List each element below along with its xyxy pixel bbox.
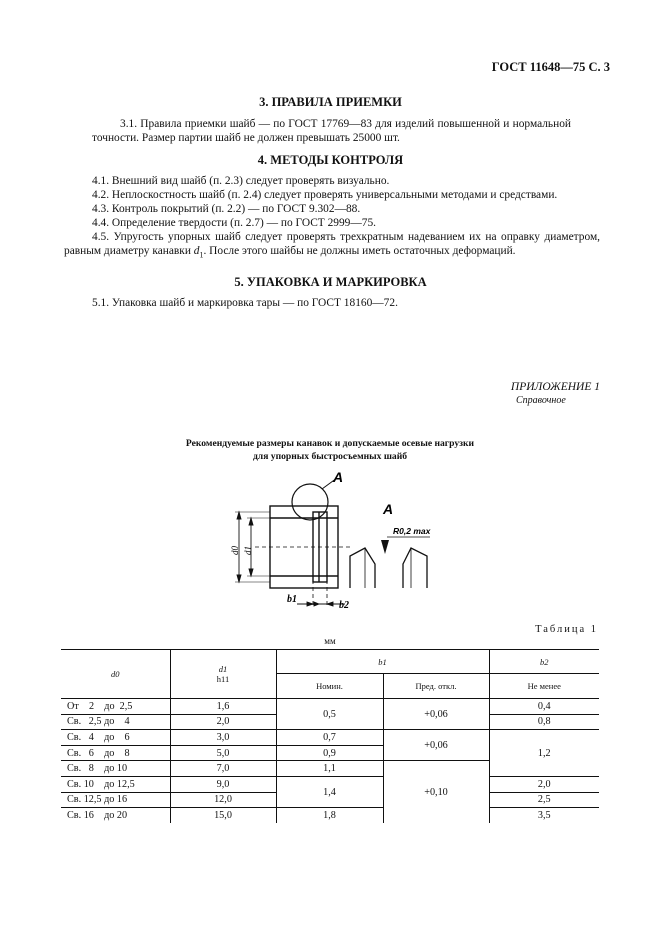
- para-3-1-text: 3.1. Правила приемки шайб — по ГОСТ 17769—83 для изделий повышенной и нормальной точности. Размер партии шайб не должен превышать 25000 шт.: [92, 118, 571, 144]
- cell-b1-tol: +0,06: [383, 699, 489, 730]
- label-radius: R0,2 max: [393, 526, 431, 536]
- col-d1-tol: h11: [216, 674, 230, 684]
- col-d0-text: d0: [111, 669, 120, 679]
- center-lines: [255, 547, 350, 608]
- detail-groove: [350, 537, 430, 588]
- dimension-b1-b2: [297, 602, 345, 606]
- para-4-4: 4.4. Определение твердости (п. 2.7) — по ГОСТ 2999—75.: [92, 217, 377, 229]
- cell-b1-nom: 0,7: [276, 730, 383, 746]
- para-4-5-var: d: [193, 245, 200, 257]
- label-a-main: A: [333, 469, 344, 485]
- section-4-title: 4. МЕТОДЫ КОНТРОЛЯ: [257, 153, 404, 167]
- cell-d0: Св. 16 до 20: [61, 808, 170, 823]
- label-d0: d0: [230, 546, 240, 555]
- table-row: [61, 776, 599, 792]
- caption-line-2: для упорных быстросъемных шайб: [252, 451, 408, 462]
- cell-b2: 0,4: [489, 699, 599, 715]
- cell-b1-nom: 1,1: [276, 761, 383, 777]
- cell-b1-tol: +0,10: [383, 761, 489, 823]
- table-unit: мм: [324, 636, 336, 646]
- label-d1: d1: [243, 546, 253, 555]
- cell-d1: 12,0: [170, 792, 276, 808]
- cell-d0: Св. 2,5 до 4: [61, 714, 170, 730]
- para-4-1: 4.1. Внешний вид шайб (п. 2.3) следует проверять визуально.: [92, 175, 390, 187]
- label-a-detail: A: [383, 501, 394, 517]
- cell-b2: 0,8: [489, 714, 599, 730]
- page-header: ГОСТ 11648—75 С. 3: [491, 60, 610, 74]
- para-4-5-sub: 1: [199, 250, 204, 260]
- cell-d0: Св. 8 до 10: [61, 761, 170, 777]
- col-b2-text: b2: [540, 656, 549, 667]
- sub-min: Не менее: [527, 681, 561, 691]
- col-d0: [61, 650, 170, 699]
- groove-drawing: [215, 468, 455, 610]
- cell-b1-tol: +0,06: [383, 730, 489, 761]
- cell-d0: Св. 6 до 8: [61, 745, 170, 761]
- cell-b2: 2,5: [489, 792, 599, 808]
- label-b2: b2: [339, 600, 349, 610]
- table-label: Таблица 1: [535, 624, 598, 635]
- shaft-outline: [270, 478, 338, 588]
- radius-arrow: [381, 540, 389, 554]
- col-b2: [489, 650, 599, 674]
- cell-d1: 5,0: [170, 745, 276, 761]
- cell-b1-nom: 0,5: [276, 699, 383, 730]
- col-b1: [276, 650, 489, 674]
- sub-tol: Пред. откл.: [383, 674, 489, 699]
- cell-b1-nom: 1,4: [276, 776, 383, 807]
- cell-d1: 3,0: [170, 730, 276, 746]
- table-row: [61, 730, 599, 746]
- col-d1-text: d1: [218, 664, 228, 674]
- grooves-table: [61, 649, 599, 823]
- para-4-3: 4.3. Контроль покрытий (п. 2.2) — по ГОСТ 9.302—88.: [92, 203, 361, 215]
- cell-d1: 9,0: [170, 776, 276, 792]
- para-3-1: [64, 117, 571, 145]
- cell-b2: 3,5: [537, 809, 551, 821]
- cell-d0: Св. 4 до 6: [61, 730, 170, 746]
- appendix-subtitle: Справочное: [516, 395, 566, 406]
- table-row: [61, 699, 599, 715]
- col-d1: [170, 650, 276, 699]
- col-b1-text: b1: [378, 656, 387, 667]
- table-header-row-1: [61, 650, 599, 674]
- cell-d0: Св. 10 до 12,5: [61, 776, 170, 792]
- cell-b1-nom: 0,9: [276, 745, 383, 761]
- cell-d0: От 2 до 2,5: [61, 699, 170, 715]
- para-5-1: 5.1. Упаковка шайб и маркировка тары — по ГОСТ 18160—72.: [92, 297, 398, 309]
- label-b1: b1: [287, 594, 297, 605]
- cell-b1-nom: 1,8: [276, 808, 383, 823]
- cell-d1: 15,0: [170, 808, 276, 823]
- para-4-5-text-b: . После этого шайбы не должны иметь остаточных деформаций.: [203, 245, 516, 257]
- table-row: [61, 808, 599, 823]
- para-4-5: [64, 230, 600, 262]
- caption-line-1: Рекомендуемые размеры канавок и допускаемые осевые нагрузки: [185, 438, 475, 449]
- cell-b2: 2,0: [489, 776, 599, 792]
- cell-d1: 1,6: [170, 699, 276, 715]
- cell-d1: 7,0: [170, 761, 276, 777]
- sub-nom: Номин.: [276, 674, 383, 699]
- para-4-5-text-a: 4.5. Упругость упорных шайб следует проверять трехкратным надеванием их на оправку диаметром, равным диаметру канавки: [64, 231, 600, 257]
- cell-d0: Св. 12,5 до 16: [61, 792, 170, 808]
- cell-d1: 2,0: [170, 714, 276, 730]
- para-4-2: 4.2. Неплоскостность шайб (п. 2.4) следует проверять универсальными методами и средствами.: [92, 189, 558, 201]
- section-3-title: 3. ПРАВИЛА ПРИЕМКИ: [259, 95, 402, 109]
- section-5-title: 5. УПАКОВКА И МАРКИРОВКА: [234, 275, 427, 289]
- cell-b2: 1,2: [489, 730, 599, 777]
- appendix-title: ПРИЛОЖЕНИЕ 1: [510, 381, 600, 393]
